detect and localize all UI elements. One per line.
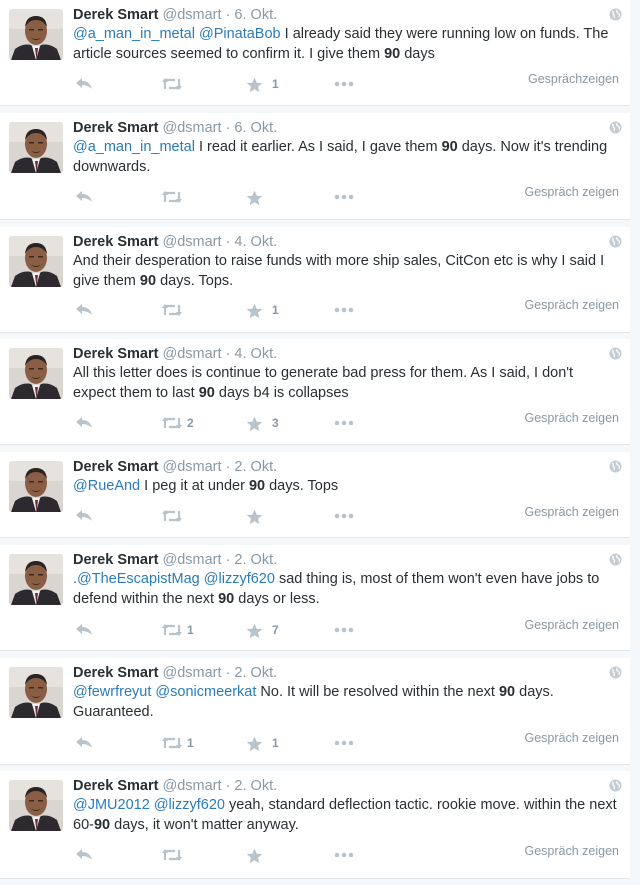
tweet-header	[73, 118, 590, 138]
tweet-header	[73, 457, 590, 477]
tweet	[0, 227, 630, 333]
tweet-date[interactable]: 2. Okt.	[234, 665, 278, 681]
retweet-icon	[161, 848, 183, 862]
text-segment: days. Guaranteed.	[73, 684, 554, 720]
avatar[interactable]	[9, 9, 63, 60]
star-icon	[246, 736, 263, 752]
separator: ·	[225, 120, 231, 136]
text-segment: days	[400, 45, 435, 62]
retweet-icon	[161, 509, 183, 523]
star-icon	[246, 416, 263, 432]
text-segment: I already said they were running low on funds. The article sources seemed to confirm it. I give them	[73, 26, 609, 62]
favorite-count: 3	[272, 416, 279, 430]
view-conversation-link[interactable]: Gesprächzeigen	[527, 72, 619, 86]
favorite-button[interactable]	[246, 188, 296, 208]
tweet-actions	[75, 621, 375, 641]
favorite-button[interactable]	[246, 414, 296, 434]
reply-button[interactable]	[75, 846, 95, 866]
separator: ·	[225, 234, 231, 250]
mention-link[interactable]: @PinataBob	[198, 26, 281, 42]
tweet	[0, 113, 630, 220]
tweet	[0, 452, 630, 538]
tweet-text	[73, 796, 618, 835]
more-button[interactable]	[333, 301, 357, 321]
tweet	[0, 0, 630, 106]
globe-icon	[609, 779, 622, 792]
text-segment: days. Tops	[265, 478, 339, 494]
reply-icon	[75, 416, 93, 430]
author-name[interactable]: Derek Smart	[73, 7, 159, 23]
author-name[interactable]: Derek Smart	[73, 665, 159, 681]
mention-link[interactable]: @lizzyf620	[153, 797, 225, 813]
favorite-count: 1	[272, 77, 279, 91]
highlight-text: 90	[441, 139, 458, 155]
reply-icon	[75, 303, 93, 317]
text-segment: sad thing is, most of them won't even have jobs to defend within the next	[73, 571, 600, 607]
reply-icon	[75, 77, 93, 91]
author-handle[interactable]: @dsmart	[162, 346, 222, 362]
favorite-button[interactable]	[246, 734, 296, 754]
favorite-button[interactable]	[246, 301, 296, 321]
reply-button[interactable]	[75, 507, 95, 527]
tweet-date[interactable]: 2. Okt.	[234, 778, 278, 794]
star-icon	[246, 190, 263, 206]
reply-button[interactable]	[75, 75, 95, 95]
tweet-text	[73, 25, 618, 64]
separator: ·	[225, 778, 231, 794]
separator: ·	[225, 459, 231, 475]
separator: ·	[225, 346, 231, 362]
author-handle[interactable]: @dsmart	[162, 234, 222, 250]
favorite-button[interactable]	[246, 507, 296, 527]
avatar[interactable]	[9, 780, 63, 831]
retweet-count: 1	[187, 623, 194, 637]
tweet-text	[73, 364, 618, 403]
tweet-header	[73, 232, 590, 252]
tweet-actions	[75, 188, 375, 208]
author-name[interactable]: Derek Smart	[73, 459, 159, 475]
retweet-button[interactable]	[161, 621, 211, 641]
author-name[interactable]: Derek Smart	[73, 234, 159, 250]
more-button[interactable]	[333, 734, 357, 754]
tweet-text	[73, 477, 618, 497]
view-conversation-link[interactable]: Gespräch zeigen	[524, 505, 619, 519]
more-icon	[333, 509, 355, 523]
author-handle[interactable]: @dsmart	[162, 778, 222, 794]
view-conversation-link[interactable]: Gespräch zeigen	[524, 844, 619, 858]
text-segment: days, it won't matter anyway.	[110, 816, 299, 833]
globe-icon	[609, 8, 622, 21]
author-handle[interactable]: @dsmart	[162, 120, 222, 136]
tweet-header	[73, 550, 590, 570]
reply-button[interactable]	[75, 734, 95, 754]
text-segment: All this letter does is continue to generate bad press for them. As I said, I don't expect them to last	[73, 365, 574, 401]
mention-link[interactable]: .@TheEscapistMag	[73, 571, 200, 587]
reply-icon	[75, 509, 93, 523]
avatar[interactable]	[9, 667, 63, 718]
tweet-text	[73, 570, 618, 609]
retweet-button[interactable]	[161, 734, 211, 754]
mention-link[interactable]: @JMU2012	[73, 797, 150, 813]
text-segment: yeah, standard deflection tactic. rookie move. within the next 60-	[73, 797, 617, 833]
retweet-icon	[161, 190, 183, 204]
tweet-actions	[75, 301, 375, 321]
favorite-button[interactable]	[246, 621, 296, 641]
author-handle[interactable]: @dsmart	[162, 552, 222, 568]
favorite-count: 1	[272, 736, 279, 750]
more-button[interactable]	[333, 621, 357, 641]
more-button[interactable]	[333, 507, 357, 527]
text-segment: days. Now it's trending downwards.	[73, 139, 608, 175]
tweet-date[interactable]: 4. Okt.	[234, 346, 278, 362]
reply-button[interactable]	[75, 414, 95, 434]
text-segment: I read it earlier. As I said, I gave them	[194, 139, 442, 155]
highlight-text: 90	[218, 590, 235, 607]
tweet-header	[73, 5, 590, 25]
tweet	[0, 545, 630, 651]
reply-button[interactable]	[75, 301, 95, 321]
avatar[interactable]	[9, 554, 63, 605]
globe-icon	[609, 666, 622, 679]
text-segment: days. Tops.	[156, 272, 234, 289]
more-button[interactable]	[333, 414, 357, 434]
author-name[interactable]: Derek Smart	[73, 778, 159, 794]
separator: ·	[225, 7, 231, 23]
star-icon	[246, 509, 263, 525]
more-icon	[333, 848, 355, 862]
more-button[interactable]	[333, 75, 357, 95]
separator: ·	[225, 552, 231, 568]
text-segment: No. It will be resolved within the next	[256, 684, 499, 700]
author-name[interactable]: Derek Smart	[73, 552, 159, 568]
mention-link[interactable]: @lizzyf620	[203, 571, 275, 587]
star-icon	[246, 77, 263, 93]
view-conversation-link[interactable]: Gespräch zeigen	[524, 185, 619, 199]
globe-icon	[609, 347, 622, 360]
tweet-date[interactable]: 6. Okt.	[234, 7, 278, 23]
retweet-icon	[161, 77, 183, 91]
star-icon	[246, 303, 263, 319]
view-conversation-link[interactable]: Gespräch zeigen	[524, 731, 619, 745]
retweet-icon	[161, 303, 183, 317]
highlight-text: 90	[248, 478, 266, 494]
author-handle[interactable]: @dsmart	[162, 665, 222, 681]
retweet-count: 1	[187, 736, 194, 750]
globe-icon	[609, 460, 622, 473]
highlight-text: 90	[93, 816, 111, 833]
author-name[interactable]: Derek Smart	[73, 346, 159, 362]
retweet-button[interactable]	[161, 301, 211, 321]
tweet-header	[73, 663, 590, 683]
tweet-date[interactable]: 2. Okt.	[234, 552, 278, 568]
text-segment: days or less.	[234, 590, 320, 607]
mention-link[interactable]: @RueAnd	[73, 478, 141, 494]
tweet	[0, 658, 630, 765]
text-segment: I peg it at under	[140, 478, 249, 494]
text-segment: days b4 is collapses	[214, 384, 349, 401]
reply-icon	[75, 623, 93, 637]
retweet-icon	[161, 623, 183, 637]
retweet-button[interactable]	[161, 507, 211, 527]
highlight-text: 90	[198, 384, 215, 401]
more-button[interactable]	[333, 846, 357, 866]
tweet	[0, 771, 630, 879]
text-segment: And their desperation to raise funds with more ship sales, CitCon etc is why I said I give them	[73, 253, 605, 289]
reply-button[interactable]	[75, 188, 95, 208]
separator: ·	[225, 665, 231, 681]
retweet-icon	[161, 736, 183, 750]
tweet-actions	[75, 75, 375, 95]
highlight-text: 90	[498, 684, 516, 700]
tweet-actions	[75, 414, 375, 434]
view-conversation-link[interactable]: Gespräch zeigen	[524, 298, 619, 312]
tweet-text	[73, 683, 618, 722]
globe-icon	[609, 553, 622, 566]
more-icon	[333, 416, 355, 430]
author-handle[interactable]: @dsmart	[162, 459, 222, 475]
highlight-text: 90	[139, 272, 157, 289]
tweet-date[interactable]: 6. Okt.	[234, 120, 278, 136]
tweet-text	[73, 138, 618, 177]
tweet-actions	[75, 734, 375, 754]
favorite-button[interactable]	[246, 75, 296, 95]
view-conversation-link[interactable]: Gespräch zeigen	[524, 411, 619, 425]
mention-link[interactable]: @fewrfreyut	[73, 684, 152, 700]
tweet-date[interactable]: 4. Okt.	[234, 234, 278, 250]
mention-link[interactable]: @sonicmeerkat	[155, 684, 257, 700]
mention-link[interactable]: @a_man_in_metal	[73, 26, 195, 42]
tweet-text	[73, 252, 618, 291]
mention-link[interactable]: @a_man_in_metal	[73, 139, 195, 155]
favorite-count: 7	[272, 623, 279, 637]
tweet	[0, 339, 630, 445]
more-icon	[333, 303, 355, 317]
tweet-date[interactable]: 2. Okt.	[234, 459, 278, 475]
tweet-header	[73, 344, 590, 364]
author-name[interactable]: Derek Smart	[73, 120, 159, 136]
reply-button[interactable]	[75, 621, 95, 641]
retweet-button[interactable]	[161, 75, 211, 95]
retweet-button[interactable]	[161, 846, 211, 866]
retweet-count: 2	[187, 416, 194, 430]
retweet-button[interactable]	[161, 188, 211, 208]
reply-icon	[75, 848, 93, 862]
reply-icon	[75, 190, 93, 204]
tweet-actions	[75, 846, 375, 866]
view-conversation-link[interactable]: Gespräch zeigen	[524, 618, 619, 632]
retweet-button[interactable]	[161, 414, 211, 434]
highlight-text: 90	[384, 45, 401, 62]
avatar[interactable]	[9, 461, 63, 512]
more-icon	[333, 736, 355, 750]
favorite-count: 1	[272, 303, 279, 317]
avatar[interactable]	[9, 236, 63, 287]
favorite-button[interactable]	[246, 846, 296, 866]
more-icon	[333, 77, 355, 91]
avatar[interactable]	[9, 348, 63, 399]
tweet-actions	[75, 507, 375, 527]
more-button[interactable]	[333, 188, 357, 208]
author-handle[interactable]: @dsmart	[162, 7, 222, 23]
avatar[interactable]	[9, 122, 63, 173]
reply-icon	[75, 736, 93, 750]
star-icon	[246, 623, 263, 639]
retweet-icon	[161, 416, 183, 430]
globe-icon	[609, 235, 622, 248]
star-icon	[246, 848, 263, 864]
more-icon	[333, 623, 355, 637]
tweet-header	[73, 776, 590, 796]
globe-icon	[609, 121, 622, 134]
more-icon	[333, 190, 355, 204]
